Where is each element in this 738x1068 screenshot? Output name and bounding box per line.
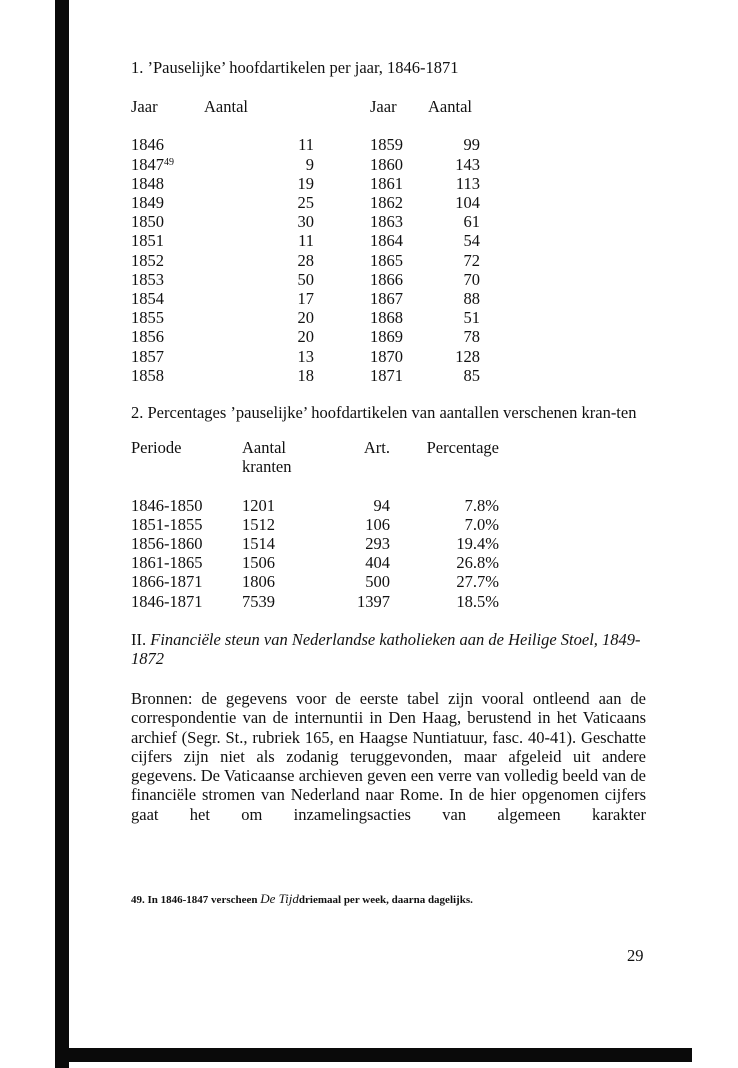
- table1-header-jaar-2: Jaar: [370, 97, 397, 117]
- table1-cell-aantal-text: 13: [297, 346, 314, 366]
- table2-header-row: [131, 438, 499, 495]
- table1-cell-jaar-2: [370, 251, 428, 270]
- footnote-ref: 49: [164, 156, 174, 168]
- table1: [131, 97, 480, 385]
- table1-title: 1. ’Pauselijke’ hoofdartikelen per jaar, 1846-1871: [131, 58, 459, 77]
- table2-body: [131, 496, 499, 611]
- table2-header-percentage: Percentage: [426, 438, 499, 458]
- table1-cell-jaar-2-text: 1870: [370, 346, 403, 366]
- table1-cell-jaar-text: 1847: [131, 154, 164, 174]
- table1-cell-aantal-text: 20: [297, 308, 314, 328]
- section-number: II.: [131, 629, 147, 649]
- table1-cell-jaar: [131, 308, 204, 327]
- table2-cell-aantal: 1201: [242, 495, 275, 515]
- table1-cell-aantal-2-text: 88: [463, 289, 480, 309]
- table1-body: [131, 135, 480, 385]
- table1-cell-jaar-text: 1852: [131, 250, 164, 270]
- table1-cell-aantal-2-text: 54: [463, 231, 480, 251]
- table1-cell-jaar: [131, 289, 204, 308]
- footnote-text-after: driemaal per week, daarna dagelijks.: [298, 894, 473, 906]
- table2-cell-art: 500: [365, 572, 390, 592]
- table2-cell-percentage: 19.4%: [456, 534, 499, 554]
- table1-cell-aantal-text: 18: [297, 365, 314, 385]
- table1-cell-jaar-2: [370, 308, 428, 327]
- table2-cell-periode: 1866-1871: [131, 572, 203, 592]
- table1-cell-aantal-2: [428, 366, 480, 385]
- table2-cell-percentage: 7.8%: [464, 495, 499, 515]
- table1-cell-aantal-2: [428, 327, 480, 346]
- table1-cell-aantal: [204, 174, 370, 193]
- table1-cell-aantal-text: 20: [297, 327, 314, 347]
- table2-cell-aantal: 1514: [242, 534, 275, 554]
- table2-row: [131, 496, 499, 515]
- table1-cell-aantal: [204, 212, 370, 231]
- footnote: [131, 891, 473, 907]
- table1-cell-jaar: [131, 327, 204, 346]
- footnote-newspaper-title: De Tijd: [260, 891, 299, 906]
- table1-cell-aantal: [204, 327, 370, 346]
- table1-cell-jaar-text: 1854: [131, 289, 164, 309]
- table1-cell-aantal-text: 30: [297, 212, 314, 232]
- table1-cell-aantal-text: 50: [297, 269, 314, 289]
- table1-row: [131, 135, 480, 154]
- table1-header-aantal: Aantal: [204, 97, 248, 117]
- table1-cell-aantal-2-text: 78: [463, 327, 480, 347]
- table2-row: [131, 534, 499, 553]
- table1-cell-aantal-text: 28: [297, 250, 314, 270]
- table1-cell-jaar-2: [370, 155, 428, 174]
- table2-cell-periode: 1846-1871: [131, 591, 203, 611]
- table1-cell-jaar-2-text: 1869: [370, 327, 403, 347]
- table1-cell-jaar: [131, 135, 204, 154]
- table1-cell-aantal-2: [428, 174, 480, 193]
- table1-row: [131, 327, 480, 346]
- table2-cell-art: 106: [365, 514, 390, 534]
- table1-cell-aantal-2-text: 143: [455, 154, 480, 174]
- table1-row: [131, 366, 480, 385]
- table2-header-aantal: [242, 438, 312, 495]
- table1-cell-jaar-2-text: 1868: [370, 308, 403, 328]
- table1-cell-aantal-2: [428, 251, 480, 270]
- table1-cell-aantal-text: 11: [298, 135, 314, 155]
- table2-header-art: Art.: [363, 438, 390, 458]
- table1-cell-aantal-2: [428, 231, 480, 250]
- table1-cell-jaar-text: 1846: [131, 135, 164, 155]
- table2-cell-periode: 1856-1860: [131, 534, 203, 554]
- table2-cell-aantal: 1806: [242, 572, 275, 592]
- table1-row: [131, 155, 480, 174]
- table1-header-aantal-2: Aantal: [428, 97, 472, 117]
- table1-cell-aantal-2-text: 99: [463, 135, 480, 155]
- table1-cell-aantal-2: [428, 308, 480, 327]
- table1-cell-jaar-2-text: 1864: [370, 231, 403, 251]
- table1-cell-jaar-text: 1856: [131, 327, 164, 347]
- table1-cell-aantal-2-text: 72: [463, 250, 480, 270]
- table1-cell-aantal: [204, 155, 370, 174]
- table1-cell-aantal-2: [428, 289, 480, 308]
- table1-cell-aantal: [204, 347, 370, 366]
- table1-cell-jaar-2-text: 1859: [370, 135, 403, 155]
- table1-cell-aantal-2-text: 61: [463, 212, 480, 232]
- table1-row: [131, 193, 480, 212]
- table1-header-jaar: Jaar: [131, 97, 158, 117]
- table1-cell-jaar-2-text: 1861: [370, 173, 403, 193]
- table1-cell-aantal-2: [428, 135, 480, 154]
- section-title: Financiële steun van Nederlandse katholieken aan de Heilige Stoel, 1849-1872: [131, 629, 641, 669]
- table2-cell-percentage: 26.8%: [456, 553, 499, 573]
- table1-cell-jaar-text: 1855: [131, 308, 164, 328]
- table1-cell-jaar: [131, 270, 204, 289]
- table1-cell-jaar-2: [370, 366, 428, 385]
- table1-cell-aantal: [204, 251, 370, 270]
- table1-cell-jaar-2-text: 1862: [370, 193, 403, 213]
- table2-header-aantal-line2: kranten: [242, 457, 292, 477]
- table1-cell-aantal-2: [428, 155, 480, 174]
- table1-cell-jaar: [131, 174, 204, 193]
- footnote-text-before: In 1846-1847 verscheen: [147, 894, 258, 906]
- table1-cell-aantal-text: 19: [297, 173, 314, 193]
- page-content: [131, 58, 646, 824]
- table2-row: [131, 515, 499, 534]
- table1-row: [131, 251, 480, 270]
- table1-cell-jaar: [131, 193, 204, 212]
- table1-cell-jaar: [131, 155, 204, 174]
- table1-row: [131, 231, 480, 250]
- table1-cell-jaar-2: [370, 212, 428, 231]
- table1-cell-jaar-2: [370, 347, 428, 366]
- table1-cell-jaar-2-text: 1867: [370, 289, 403, 309]
- table1-cell-jaar-text: 1850: [131, 212, 164, 232]
- table1-cell-aantal: [204, 289, 370, 308]
- section-heading: [131, 630, 646, 668]
- table2-row: [131, 592, 499, 611]
- table1-cell-aantal-2-text: 113: [455, 173, 480, 193]
- table1-cell-jaar-text: 1858: [131, 365, 164, 385]
- table2-cell-periode: 1851-1855: [131, 514, 203, 534]
- table1-cell-aantal-text: 17: [297, 289, 314, 309]
- table1-cell-jaar-2-text: 1865: [370, 250, 403, 270]
- table1-cell-aantal-2-text: 85: [463, 365, 480, 385]
- table2-cell-aantal: 1506: [242, 553, 275, 573]
- table2-row: [131, 553, 499, 572]
- table1-cell-jaar-2-text: 1866: [370, 269, 403, 289]
- table1-cell-aantal-2: [428, 193, 480, 212]
- table2-cell-art: 404: [365, 553, 390, 573]
- table1-cell-jaar-2-text: 1860: [370, 154, 403, 174]
- scan-border-bottom: [55, 1048, 692, 1062]
- table1-cell-aantal-2-text: 104: [455, 193, 480, 213]
- table1-cell-aantal-2-text: 128: [455, 346, 480, 366]
- table2-cell-art: 94: [373, 495, 390, 515]
- table1-cell-jaar-text: 1857: [131, 346, 164, 366]
- table1-cell-jaar-2: [370, 289, 428, 308]
- table1-cell-aantal: [204, 270, 370, 289]
- table1-cell-jaar-text: 1849: [131, 193, 164, 213]
- table2-cell-percentage: 7.0%: [464, 514, 499, 534]
- table1-cell-aantal: [204, 308, 370, 327]
- table2: [131, 438, 499, 611]
- table1-header-row: [131, 97, 480, 135]
- table2-row: [131, 572, 499, 591]
- table1-cell-jaar: [131, 212, 204, 231]
- table1-cell-aantal-2: [428, 347, 480, 366]
- footnote-number: 49.: [131, 894, 145, 906]
- table1-cell-aantal-text: 11: [298, 231, 314, 251]
- table1-cell-aantal-text: 25: [297, 193, 314, 213]
- table2-header-periode: Periode: [131, 438, 182, 458]
- table2-cell-aantal: 7539: [242, 591, 275, 611]
- table2-cell-aantal: 1512: [242, 514, 275, 534]
- table1-cell-aantal-2: [428, 270, 480, 289]
- table1-cell-jaar: [131, 366, 204, 385]
- table1-cell-aantal: [204, 366, 370, 385]
- table2-cell-periode: 1846-1850: [131, 495, 203, 515]
- table1-row: [131, 347, 480, 366]
- table1-cell-jaar-2-text: 1871: [370, 365, 403, 385]
- table1-row: [131, 174, 480, 193]
- table1-cell-jaar-2-text: 1863: [370, 212, 403, 232]
- table1-cell-aantal-2-text: 51: [463, 308, 480, 328]
- table1-cell-aantal: [204, 135, 370, 154]
- body-paragraph: Bronnen: de gegevens voor de eerste tabel zijn vooral ontleend aan de correspondentie van de internuntii in Den Haag, berustend in het Vaticaans archief (Segr. St., rubriek 165, en Haagse Nuntiatuur, fasc. 40-41). Geschatte cijfers zijn niet als zodanig teruggevonden, maar afgeleid uit andere gegevens. De Vaticaanse archieven geven een verre van volledig beeld van de financiële stromen van Nederland naar Rome. In de hier opgenomen cijfers gaat het om inzamelingsacties van algemeen karakter: [131, 689, 646, 824]
- table2-cell-art: 1397: [357, 591, 390, 611]
- table1-cell-jaar-2: [370, 193, 428, 212]
- table1-cell-aantal: [204, 193, 370, 212]
- table1-cell-aantal-2-text: 70: [463, 269, 480, 289]
- table1-row: [131, 212, 480, 231]
- table1-cell-jaar: [131, 231, 204, 250]
- table1-cell-jaar-2: [370, 270, 428, 289]
- scan-border-left: [55, 0, 69, 1068]
- table1-row: [131, 289, 480, 308]
- table1-cell-jaar-2: [370, 231, 428, 250]
- table2-cell-percentage: 27.7%: [456, 572, 499, 592]
- table2-cell-art: 293: [365, 534, 390, 554]
- table1-cell-aantal-text: 9: [305, 154, 314, 174]
- table1-row: [131, 308, 480, 327]
- table1-cell-aantal: [204, 231, 370, 250]
- table2-cell-periode: 1861-1865: [131, 553, 203, 573]
- table1-cell-aantal-2: [428, 212, 480, 231]
- table2-title: 2. Percentages ’pauselijke’ hoofdartikelen van aantallen verschenen kran-ten: [131, 403, 637, 423]
- table1-cell-jaar-text: 1851: [131, 231, 164, 251]
- table1-row: [131, 270, 480, 289]
- table1-cell-jaar-2: [370, 174, 428, 193]
- table1-cell-jaar-text: 1848: [131, 173, 164, 193]
- table1-cell-jaar-text: 1853: [131, 269, 164, 289]
- table1-cell-jaar-2: [370, 327, 428, 346]
- table1-cell-jaar-2: [370, 135, 428, 154]
- table2-cell-percentage: 18.5%: [456, 591, 499, 611]
- page-number: 29: [627, 946, 644, 965]
- table1-cell-jaar: [131, 347, 204, 366]
- table1-cell-jaar: [131, 251, 204, 270]
- table2-header-aantal-line1: Aantal: [242, 438, 286, 458]
